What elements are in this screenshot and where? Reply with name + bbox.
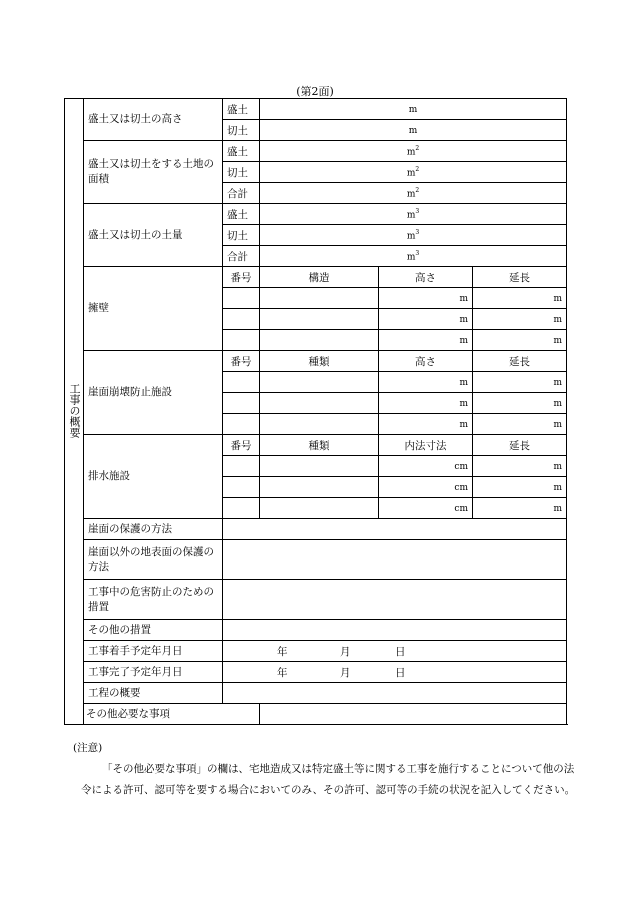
fill-height-value[interactable]: m (260, 120, 567, 141)
inner-dimension-cell[interactable]: cm (379, 477, 473, 498)
area-value[interactable]: $m^2$ (260, 141, 567, 162)
end-date-field[interactable]: 年 月 日 (223, 662, 567, 683)
length-cell[interactable]: m (473, 309, 567, 330)
hazard-prevention-field[interactable] (223, 580, 567, 620)
area-value[interactable]: $m^2$ (260, 183, 567, 204)
other-required-field[interactable] (260, 704, 567, 725)
kind-cell[interactable] (260, 477, 379, 498)
column-header: 延長 (473, 267, 567, 288)
column-header: 高さ (379, 267, 473, 288)
inner-dimension-cell[interactable]: cm (379, 456, 473, 477)
kind-cell[interactable] (260, 498, 379, 519)
height-cell[interactable]: m (379, 393, 473, 414)
slope-protection-label: 崖面崩壊防止施設 (84, 351, 223, 435)
inner-dimension-cell[interactable]: cm (379, 498, 473, 519)
end-date-label: 工事完了予定年月日 (84, 662, 223, 683)
notes (73, 738, 583, 801)
drainage-label: 排水施設 (84, 435, 223, 519)
surface-protection-method-field[interactable] (223, 540, 567, 580)
notes-body: 「その他必要な事項」の欄は、宅地造成又は特定盛土等に関する工事を施行することについて他の法令による許可、認可等を要する場合においてのみ、その許可、認可等の手続の状況を記入してください。 (81, 763, 576, 796)
construction-overview-table (64, 98, 567, 725)
column-header: 延長 (473, 435, 567, 456)
volume-type: 合計 (223, 246, 260, 267)
structure-cell[interactable] (260, 330, 379, 351)
other-measures-field[interactable] (223, 620, 567, 641)
notes-heading: (注意) (73, 742, 103, 754)
fill-height-type: 盛土 (223, 99, 260, 120)
area-type: 盛土 (223, 141, 260, 162)
fill-height-value[interactable]: m (260, 99, 567, 120)
length-cell[interactable]: m (473, 498, 567, 519)
structure-cell[interactable] (260, 288, 379, 309)
area-type: 切土 (223, 162, 260, 183)
structure-cell[interactable] (260, 309, 379, 330)
column-header: 高さ (379, 351, 473, 372)
number-cell[interactable] (223, 414, 260, 435)
number-cell[interactable] (223, 330, 260, 351)
column-header: 番号 (223, 435, 260, 456)
volume-type: 切土 (223, 225, 260, 246)
number-cell[interactable] (223, 456, 260, 477)
column-header: 内法寸法 (379, 435, 473, 456)
column-header: 種類 (260, 435, 379, 456)
volume-value[interactable]: $m^3$ (260, 204, 567, 225)
cliff-protection-method-label: 崖面の保護の方法 (84, 519, 223, 540)
volume-type: 盛土 (223, 204, 260, 225)
height-cell[interactable]: m (379, 330, 473, 351)
volume-label: 盛土又は切土の土量 (84, 204, 223, 267)
length-cell[interactable]: m (473, 372, 567, 393)
column-header: 番号 (223, 267, 260, 288)
process-summary-label: 工程の概要 (84, 683, 223, 704)
area-label: 盛土又は切土をする土地の面積 (84, 141, 223, 204)
number-cell[interactable] (223, 309, 260, 330)
number-cell[interactable] (223, 477, 260, 498)
fill-height-label: 盛土又は切土の高さ (84, 99, 223, 141)
volume-value[interactable]: $m^3$ (260, 225, 567, 246)
other-measures-label: その他の措置 (84, 620, 223, 641)
height-cell[interactable]: m (379, 372, 473, 393)
surface-protection-method-label: 崖面以外の地表面の保護の方法 (84, 540, 223, 580)
number-cell[interactable] (223, 498, 260, 519)
area-value[interactable]: $m^2$ (260, 162, 567, 183)
length-cell[interactable]: m (473, 414, 567, 435)
number-cell[interactable] (223, 393, 260, 414)
length-cell[interactable]: m (473, 456, 567, 477)
kind-cell[interactable] (260, 456, 379, 477)
length-cell[interactable]: m (473, 477, 567, 498)
kind-cell[interactable] (260, 372, 379, 393)
page-title: (第2面) (296, 85, 334, 98)
number-cell[interactable] (223, 288, 260, 309)
column-header: 構造 (260, 267, 379, 288)
hazard-prevention-label: 工事中の危害防止のための措置 (84, 580, 223, 620)
cliff-protection-method-field[interactable] (223, 519, 567, 540)
kind-cell[interactable] (260, 393, 379, 414)
kind-cell[interactable] (260, 414, 379, 435)
length-cell[interactable]: m (473, 288, 567, 309)
column-header: 番号 (223, 351, 260, 372)
process-summary-field[interactable] (223, 683, 567, 704)
area-type: 合計 (223, 183, 260, 204)
number-cell[interactable] (223, 372, 260, 393)
length-cell[interactable]: m (473, 393, 567, 414)
height-cell[interactable]: m (379, 309, 473, 330)
start-date-field[interactable]: 年 月 日 (223, 641, 567, 662)
fill-height-type: 切土 (223, 120, 260, 141)
start-date-label: 工事着手予定年月日 (84, 641, 223, 662)
column-header: 種類 (260, 351, 379, 372)
section-label: 工事の概要 (65, 99, 84, 725)
height-cell[interactable]: m (379, 288, 473, 309)
volume-value[interactable]: $m^3$ (260, 246, 567, 267)
retaining-wall-label: 擁壁 (84, 267, 223, 351)
height-cell[interactable]: m (379, 414, 473, 435)
column-header: 延長 (473, 351, 567, 372)
length-cell[interactable]: m (473, 330, 567, 351)
other-required-label: その他必要な事項 (84, 704, 260, 725)
